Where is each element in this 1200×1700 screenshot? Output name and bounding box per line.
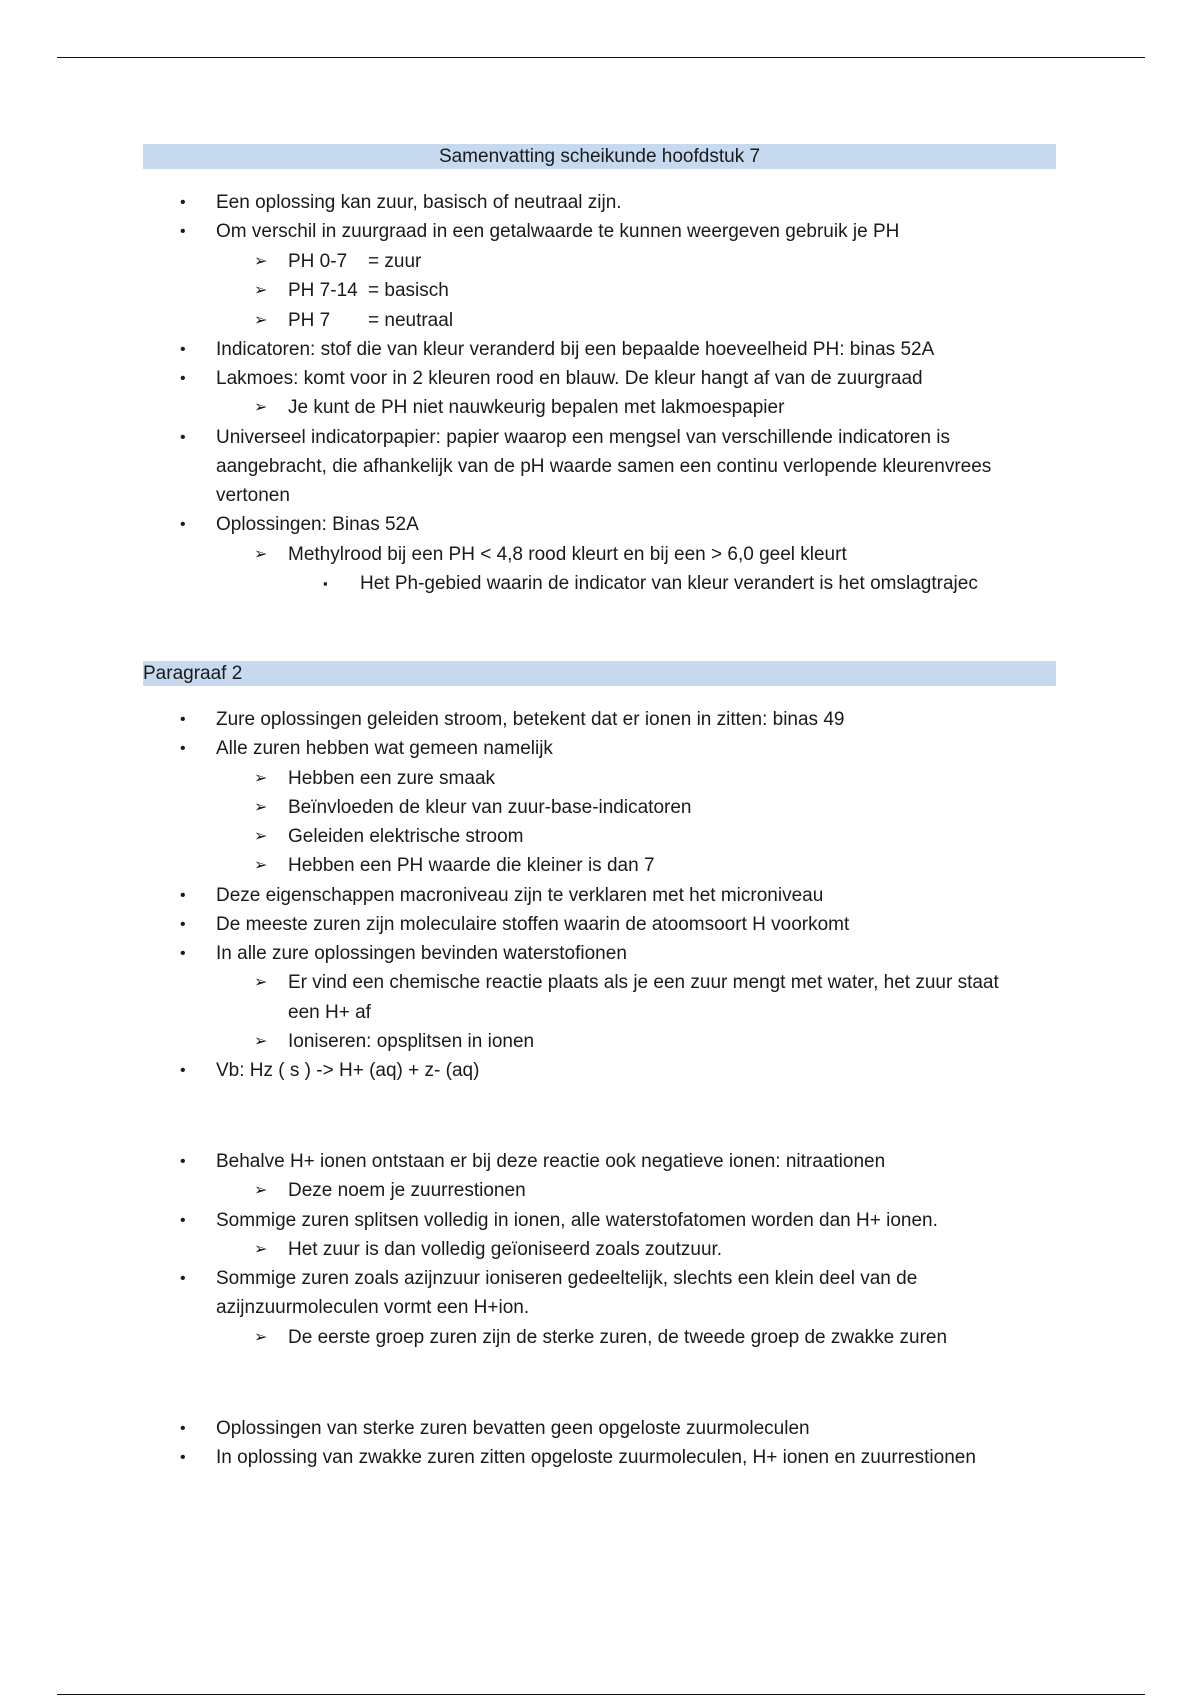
bullet-icon: • (180, 516, 186, 533)
list-item: In alle zure oplossingen bevinden waterstofionen (216, 943, 627, 964)
ph-range-item (288, 276, 449, 305)
list-subitem: Het zuur is dan volledig geïoniseerd zoals zoutzuur. (288, 1239, 723, 1260)
bullet-icon: • (180, 740, 186, 757)
list-item: Lakmoes: komt voor in 2 kleuren rood en blauw. De kleur hangt af van de zuurgraad (216, 368, 923, 389)
ph-range-label: PH 7-14 (288, 280, 358, 301)
list-subitem: De eerste groep zuren zijn de sterke zuren, de tweede groep de zwakke zuren (288, 1327, 948, 1348)
square-bullet-icon: ▪ (323, 576, 328, 591)
list-item: Zure oplossingen geleiden stroom, betekent dat er ionen in zitten: binas 49 (216, 709, 845, 730)
bullet-icon: • (180, 429, 186, 446)
bullet-icon: • (180, 370, 186, 387)
list-subitem: Methylrood bij een PH < 4,8 rood kleurt en bij een > 6,0 geel kleurt (288, 544, 847, 565)
bullet-icon: • (180, 1062, 186, 1079)
list-subitem: Hebben een PH waarde die kleiner is dan 7 (288, 855, 655, 876)
list-item: De meeste zuren zijn moleculaire stoffen waarin de atoomsoort H voorkomt (216, 914, 850, 935)
list-item: Indicatoren: stof die van kleur veranderd bij een bepaalde hoeveelheid PH: binas 52A (216, 339, 935, 360)
document-title: Samenvatting scheikunde hoofdstuk 7 (143, 144, 1056, 169)
bullet-icon: • (180, 887, 186, 904)
list-subitem: Je kunt de PH niet nauwkeurig bepalen met lakmoespapier (288, 397, 785, 418)
list-subitem-continuation: een H+ af (288, 1002, 371, 1023)
list-item: Deze eigenschappen macroniveau zijn te verklaren met het microniveau (216, 885, 824, 906)
ph-range-item (288, 306, 453, 335)
list-item: Een oplossing kan zuur, basisch of neutraal zijn. (216, 192, 622, 213)
ph-range-item (288, 247, 421, 276)
arrow-bullet-icon: ➢ (254, 1329, 268, 1346)
footer-rule (57, 1694, 1145, 1695)
bullet-icon: • (180, 711, 186, 728)
ph-range-label: PH 7 (288, 310, 331, 331)
list-subitem: Deze noem je zuurrestionen (288, 1180, 526, 1201)
ph-range-value: = neutraal (368, 310, 454, 331)
ph-range-value: = zuur (368, 251, 422, 272)
arrow-bullet-icon: ➢ (254, 399, 268, 416)
bullet-icon: • (180, 916, 186, 933)
list-item: Vb: Hz ( s ) -> H+ (aq) + z- (aq) (216, 1060, 480, 1081)
bullet-icon: • (180, 1420, 186, 1437)
bullet-icon: • (180, 1212, 186, 1229)
arrow-bullet-icon: ➢ (254, 253, 268, 270)
list-item: Alle zuren hebben wat gemeen namelijk (216, 738, 553, 759)
list-item: Sommige zuren zoals azijnzuur ioniseren gedeeltelijk, slechts een klein deel van de (216, 1268, 918, 1289)
bullet-icon: • (180, 945, 186, 962)
list-item: Oplossingen: Binas 52A (216, 514, 419, 535)
list-item: Behalve H+ ionen ontstaan er bij deze reactie ook negatieve ionen: nitraationen (216, 1151, 886, 1172)
arrow-bullet-icon: ➢ (254, 546, 268, 563)
arrow-bullet-icon: ➢ (254, 799, 268, 816)
arrow-bullet-icon: ➢ (254, 828, 268, 845)
bullet-icon: • (180, 1449, 186, 1466)
bullet-icon: • (180, 1270, 186, 1287)
arrow-bullet-icon: ➢ (254, 857, 268, 874)
list-subitem: Ioniseren: opsplitsen in ionen (288, 1031, 535, 1052)
bullet-icon: • (180, 1153, 186, 1170)
ph-range-label: PH 0-7 (288, 251, 348, 272)
arrow-bullet-icon: ➢ (254, 312, 268, 329)
list-item-continuation: aangebracht, die afhankelijk van de pH waarde samen een continu verlopende kleurenvrees (216, 456, 992, 477)
arrow-bullet-icon: ➢ (254, 1241, 268, 1258)
list-subitem: Hebben een zure smaak (288, 768, 496, 789)
list-item: Om verschil in zuurgraad in een getalwaarde te kunnen weergeven gebruik je PH (216, 221, 900, 242)
list-subitem: Er vind een chemische reactie plaats als je een zuur mengt met water, het zuur staat (288, 972, 999, 993)
ph-range-value: = basisch (368, 280, 449, 301)
list-subitem: Beïnvloeden de kleur van zuur-base-indicatoren (288, 797, 692, 818)
list-item: In oplossing van zwakke zuren zitten opgeloste zuurmoleculen, H+ ionen en zuurrestionen (216, 1447, 976, 1468)
arrow-bullet-icon: ➢ (254, 1033, 268, 1050)
list-item: Oplossingen van sterke zuren bevatten geen opgeloste zuurmoleculen (216, 1418, 810, 1439)
list-item: Universeel indicatorpapier: papier waarop een mengsel van verschillende indicatoren is (216, 427, 951, 448)
arrow-bullet-icon: ➢ (254, 974, 268, 991)
list-item-continuation: vertonen (216, 485, 290, 506)
list-subsubitem: Het Ph-gebied waarin de indicator van kleur verandert is het omslagtrajec (360, 573, 978, 594)
arrow-bullet-icon: ➢ (254, 1182, 268, 1199)
header-rule (57, 57, 1145, 58)
list-subitem: Geleiden elektrische stroom (288, 826, 524, 847)
list-item: Sommige zuren splitsen volledig in ionen, alle waterstofatomen worden dan H+ ionen. (216, 1210, 938, 1231)
arrow-bullet-icon: ➢ (254, 282, 268, 299)
arrow-bullet-icon: ➢ (254, 770, 268, 787)
bullet-icon: • (180, 223, 186, 240)
bullet-icon: • (180, 341, 186, 358)
section-heading: Paragraaf 2 (143, 661, 1056, 686)
bullet-icon: • (180, 194, 186, 211)
list-item-continuation: azijnzuurmoleculen vormt een H+ion. (216, 1297, 530, 1318)
